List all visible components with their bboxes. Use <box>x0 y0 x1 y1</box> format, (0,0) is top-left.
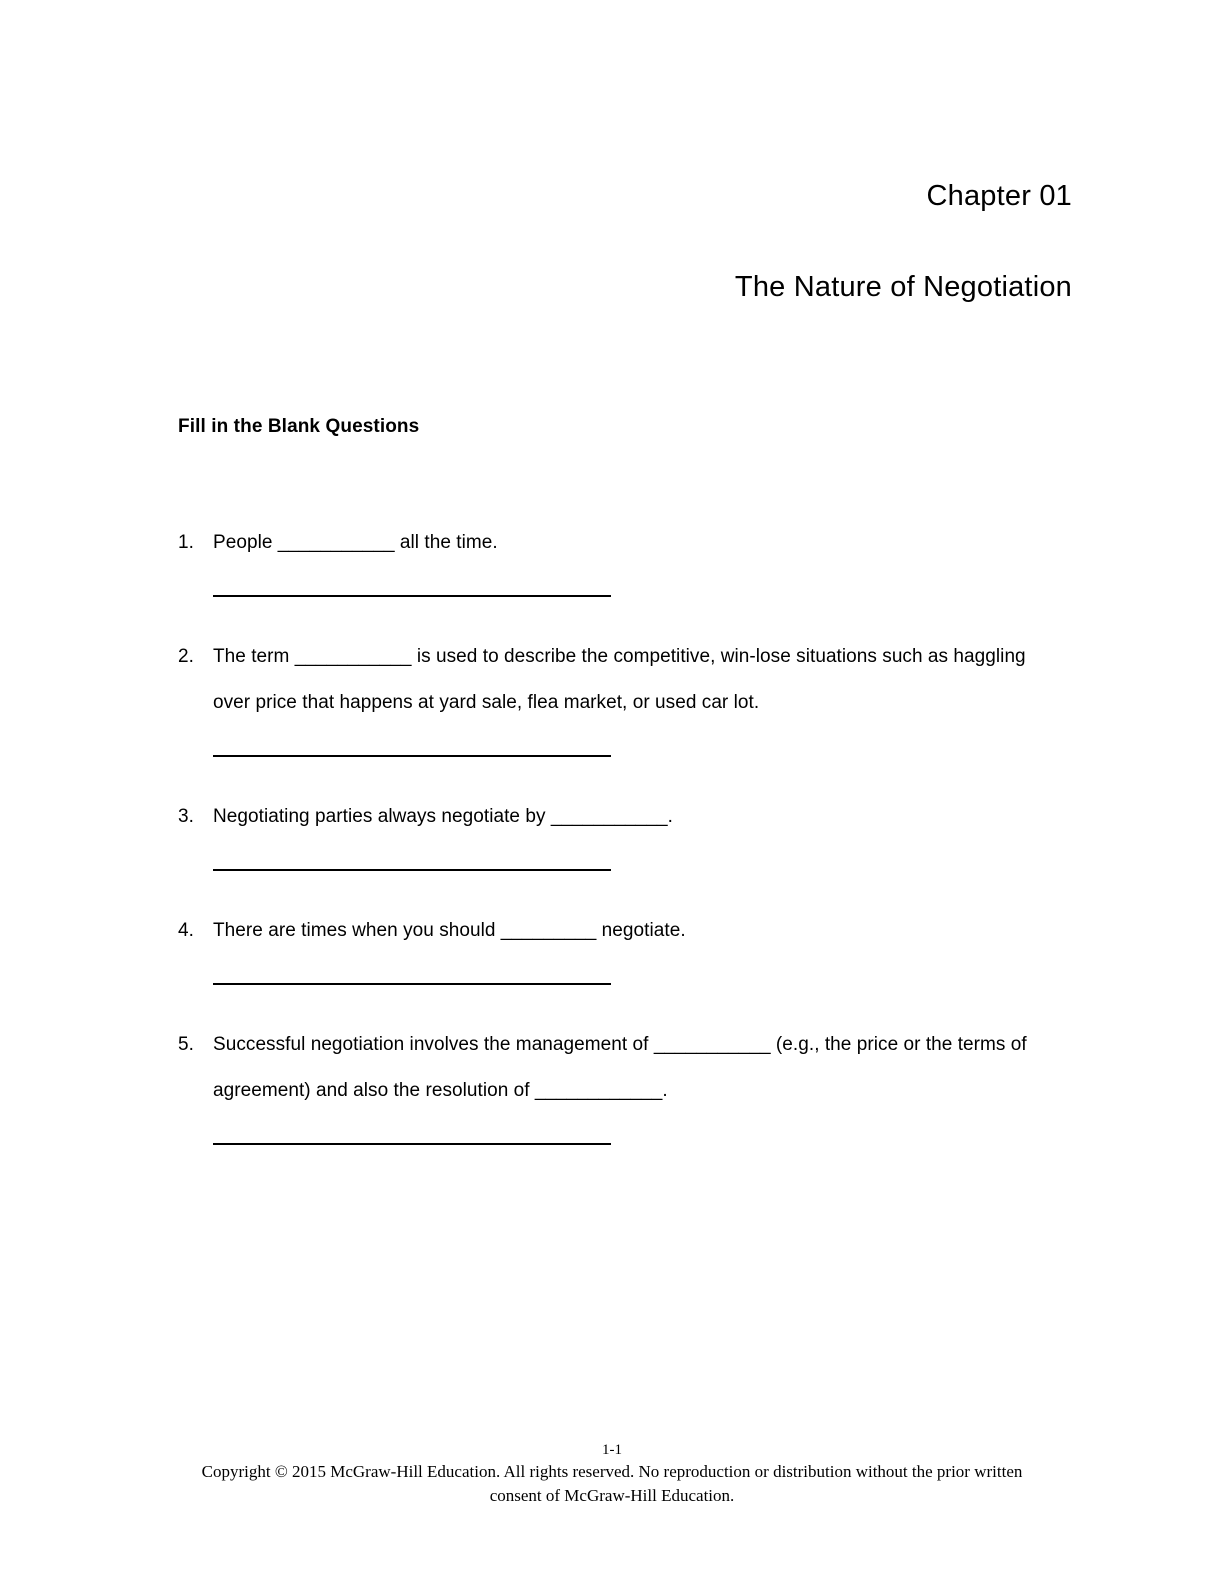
document-footer <box>0 1440 1224 1508</box>
question-item <box>178 794 1068 840</box>
question-text: Negotiating parties always negotiate by ___________. <box>213 806 673 827</box>
question-number: 1. <box>178 532 194 553</box>
chapter-title: The Nature of Negotiation <box>734 271 1072 303</box>
question-text: The term ___________ is used to describe the competitive, win-lose situations such as haggling over price that happens at yard sale, flea market, or used car lot. <box>213 646 1026 713</box>
answer-line[interactable] <box>213 755 611 757</box>
question-item <box>178 634 1068 726</box>
answer-line[interactable] <box>213 595 611 597</box>
section-heading: Fill in the Blank Questions <box>178 416 420 437</box>
question-item <box>178 908 1068 954</box>
question-item <box>178 520 1068 566</box>
page-number: 1-1 <box>602 1442 622 1458</box>
document-header <box>0 176 1072 307</box>
answer-line[interactable] <box>213 869 611 871</box>
chapter-label: Chapter 01 <box>926 180 1072 212</box>
question-number: 4. <box>178 920 194 941</box>
question-text: There are times when you should _________ negotiate. <box>213 920 686 941</box>
question-number: 2. <box>178 646 194 667</box>
question-text: People ___________ all the time. <box>213 532 498 553</box>
question-number: 3. <box>178 806 194 827</box>
answer-line[interactable] <box>213 1143 611 1145</box>
question-list <box>178 520 1068 1182</box>
question-item <box>178 1022 1068 1114</box>
question-text: Successful negotiation involves the management of ___________ (e.g., the price or the terms of agreement) and also the resolution of ____________. <box>213 1034 1027 1101</box>
copyright-notice: Copyright © 2015 McGraw-Hill Education. All rights reserved. No reproduction or distribution without the prior written consent of McGraw-Hill Education. <box>201 1462 1023 1505</box>
answer-line[interactable] <box>213 983 611 985</box>
question-number: 5. <box>178 1034 194 1055</box>
